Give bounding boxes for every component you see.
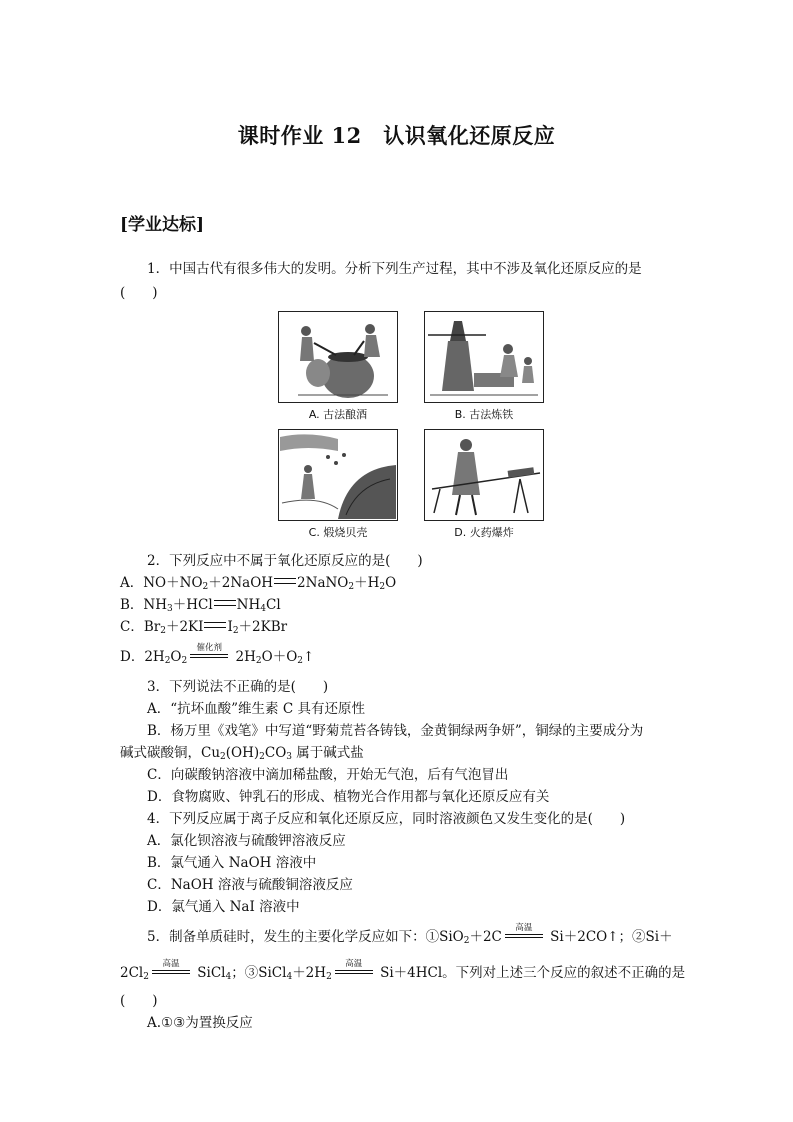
question-5-blank: ( ) xyxy=(120,993,158,1009)
figure-d-gunpowder xyxy=(424,429,544,540)
figure-a-caption: A. 古法酿酒 xyxy=(308,408,368,421)
question-3-option-c: C．向碳酸钠溶液中滴加稀盐酸，开始无气泡，后有气泡冒出 xyxy=(147,767,509,783)
gunpowder-illustration xyxy=(424,429,544,521)
question-5-option-a: A.①③为置换反应 xyxy=(147,1015,253,1031)
figure-d-caption: D. 火药爆炸 xyxy=(454,526,514,539)
question-2-option-b: B．$NH_3+HCl$ $NH_4Cl$ xyxy=(120,597,281,614)
reaction-condition: 高温 xyxy=(152,966,190,978)
question-4-option-c: C．NaOH 溶液与硫酸铜溶液反应 xyxy=(147,877,353,893)
shell-calcining-illustration xyxy=(278,429,398,521)
question-3-option-a: A．“抗坏血酸”维生素 C 具有还原性 xyxy=(147,701,365,717)
figure-c-shells xyxy=(278,429,398,540)
question-4-option-d: D．氯气通入 NaI 溶液中 xyxy=(147,899,300,915)
question-1-blank: ( ) xyxy=(120,285,158,301)
question-1-figures xyxy=(278,311,548,541)
question-4-option-a: A．氯化钡溶液与硫酸钾溶液反应 xyxy=(147,833,346,849)
section-heading: [学业达标] xyxy=(120,215,205,235)
reaction-condition: 高温 xyxy=(335,966,373,978)
question-5-line1: 5．制备单质硅时，发生的主要化学反应如下：①SiO$_2$＋2C 高温 Si＋2CO↑；②Si＋ xyxy=(147,923,673,946)
question-3-option-b-line2: 碱式碳酸铜，$Cu_2(OH)_2CO_3$ 属于碱式盐 xyxy=(120,745,364,762)
iron-smelting-illustration xyxy=(424,311,544,403)
figure-b-caption: B. 古法炼铁 xyxy=(454,408,514,421)
question-3-option-b-line1: B．杨万里《戏笔》中写道“野菊荒苔各铸钱，金黄铜绿两争妍”，铜绿的主要成分为 xyxy=(147,723,644,739)
page-title: 课时作业 12 认识氧化还原反应 xyxy=(237,123,556,148)
question-3-option-d: D．食物腐败、钟乳石的形成、植物光合作用都与氧化还原反应有关 xyxy=(147,789,550,805)
reaction-condition: 高温 xyxy=(505,930,543,942)
question-2-stem: 2．下列反应中不属于氧化还原反应的是( ) xyxy=(147,553,423,569)
question-2-option-a: A．$NO+NO_2+2NaOH$ $2NaNO_2+H_2O$ xyxy=(120,575,397,592)
question-4-stem: 4．下列反应属于离子反应和氧化还原反应，同时溶液颜色又发生变化的是( ) xyxy=(147,811,626,827)
wine-brewing-illustration xyxy=(278,311,398,403)
figure-b-iron xyxy=(424,311,544,422)
question-5-line2: $2Cl_2$ 高温 SiCl$_4$；$③SiCl_4+2H_2$ 高温 Si＋4HCl。下列对上述三个反应的叙述不正确的是 xyxy=(120,959,686,982)
question-2-option-c: C．$Br_2+2KI$ $I_2+2KBr$ xyxy=(120,619,288,636)
question-3-stem: 3．下列说法不正确的是( ) xyxy=(147,679,329,695)
reaction-condition: 催化剂 xyxy=(190,650,228,662)
figure-c-caption: C. 煅烧贝壳 xyxy=(308,526,368,539)
question-1-stem: 1．中国古代有很多伟大的发明。分析下列生产过程，其中不涉及氧化还原反应的是 xyxy=(147,261,642,277)
figure-a-wine xyxy=(278,311,398,422)
question-2-option-d: D．$2H_2O_2$ 催化剂 $2H_2O+O_2↑$ xyxy=(120,643,315,666)
question-4-option-b: B．氯气通入 NaOH 溶液中 xyxy=(147,855,317,871)
